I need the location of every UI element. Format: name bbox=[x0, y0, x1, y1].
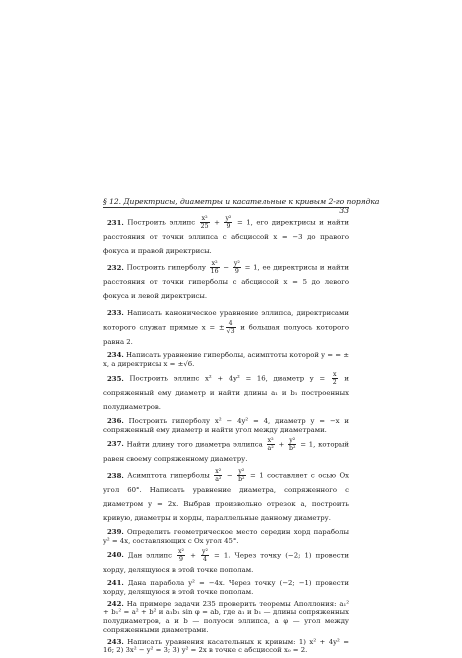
problem-number: 233. bbox=[107, 308, 124, 317]
problem-number: 239. bbox=[107, 527, 124, 536]
fraction: $\frac{\text{y²}}{9}$ bbox=[233, 260, 240, 276]
problem-242: 242. На примере задачи 235 проверить теоремы Аполлония: a₁² + b₁² = a² + b² и a₁b₁ sin φ = ab, где a₁ и b₁ — длины сопряженных полудиаметров, a и b — полуоси эллипса, а φ — угол между сопряженными диаметрами. bbox=[103, 599, 349, 635]
fraction: $\frac{\text{y²}}{\text{b²}}$ bbox=[238, 468, 245, 484]
problem-number: 237. bbox=[107, 440, 124, 449]
problem-231: 231. Построить эллипс $\frac{\text{x²}}{25}$ + $\frac{\text{y²}}{9}$ = 1, его директрисы и найти расстояния от точки эллипса с абсциссой x = −3 до правого фокуса и правой директрисы. bbox=[103, 215, 349, 255]
problem-239: 239. Определить геометрическое место середин хорд параболы y² = 4x, составляющих с Ox угол 45°. bbox=[103, 527, 349, 545]
problem-number: 234. bbox=[107, 351, 124, 360]
fraction: $\frac{x}{2}$ bbox=[332, 371, 337, 387]
fraction: $\frac{\text{x²}}{16}$ bbox=[210, 260, 219, 276]
problem-243: 243. Написать уравнения касательных к кривым: 1) x² + 4y² = 16; 2) 3x² − y² = 3; 3) y² = 2x в точке с абсциссой x₀ = 2. bbox=[103, 637, 349, 655]
problem-number: 235. bbox=[107, 374, 124, 383]
problem-number: 243. bbox=[107, 637, 124, 646]
fraction: $\frac{\text{x²}}{9}$ bbox=[178, 547, 185, 563]
fraction: $\frac{\text{y²}}{4}$ bbox=[201, 547, 208, 563]
problem-233: 233. Написать каноническое уравнение эллипса, директрисами которого служат прямые x = ± $\frac{4}{√3}$ и большая полуось которого равна 2. bbox=[103, 308, 349, 346]
problem-number: 232. bbox=[107, 263, 124, 272]
fraction: $\frac{\text{x²}}{\text{a²}}$ bbox=[215, 468, 222, 484]
problem-236: 236. Построить гиперболу x² − 4y² = 4, диаметр y = −x и сопряженный ему диаметр и найти угол между диаметрами. bbox=[103, 416, 349, 434]
running-header bbox=[103, 197, 380, 215]
page-number: 33 bbox=[339, 206, 349, 215]
problem-number: 236. bbox=[107, 416, 124, 425]
fraction: $\frac{\text{y²}}{9}$ bbox=[225, 215, 232, 230]
problem-241: 241. Дана парабола y² = −4x. Через точку (−2; −1) провести хорду, делящуюся в этой точке пополам. bbox=[103, 579, 349, 597]
section-title: § 12. Директрисы, диаметры и касательные к кривым 2-го порядка bbox=[103, 197, 380, 206]
problem-list bbox=[103, 215, 349, 658]
problem-number: 238. bbox=[107, 471, 124, 480]
problem-232: 232. Построить гиперболу $\frac{\text{x²}}{16}$ − $\frac{\text{y²}}{9}$ = 1, ее директрисы и найти расстояния от точки гиперболы с абсциссой x = 5 до левого фокуса и левой директрисы. bbox=[103, 260, 349, 301]
problem-number: 241. bbox=[107, 579, 124, 588]
problem-234: 234. Написать уравнение гиперболы, асимптоты которой y = = ± x, а директрисы x = ±√6. bbox=[103, 351, 349, 369]
fraction: $\frac{\text{x²}}{\text{a²}}$ bbox=[267, 436, 274, 452]
problem-number: 240. bbox=[107, 551, 124, 560]
problem-number: 242. bbox=[107, 599, 124, 608]
fraction: $\frac{\text{y²}}{\text{b²}}$ bbox=[289, 436, 296, 452]
header-rule bbox=[103, 207, 349, 208]
problem-237: 237. Найти длину того диаметра эллипса $\frac{\text{x²}}{\text{a²}}$ + $\frac{\text{y²}}{\text{b²}}$ = 1, который равен своему сопряженному диаметру. bbox=[103, 436, 350, 463]
problem-238: 238. Асимптота гиперболы $\frac{\text{x²}}{\text{a²}}$ − $\frac{\text{y²}}{\text{b²}}$ = 1 составляет с осью Ox угол 60°. Написать уравнение диаметра, сопряженного с диаметром y = 2x. Выбрав произвольно отрезок a, построить кривую, диаметры и хорды, параллельные данному диаметру. bbox=[103, 468, 350, 523]
fraction: $\frac{\text{x²}}{25}$ bbox=[200, 215, 209, 230]
problem-number: 231. bbox=[107, 218, 124, 227]
fraction: $\frac{4}{√3}$ bbox=[226, 319, 235, 335]
problem-240: 240. Дан эллипс $\frac{\text{x²}}{9}$ + $\frac{\text{y²}}{4}$ = 1. Через точку (−2; 1) провести хорду, делящуюся в этой точке пополам. bbox=[103, 547, 350, 574]
problem-235: 235. Построить эллипс x² + 4y² = 16, диаметр y = $\frac{x}{2}$ и сопряженный ему диаметр и найти длины a₁ и b₁ построенных полудиаметров. bbox=[103, 371, 349, 412]
